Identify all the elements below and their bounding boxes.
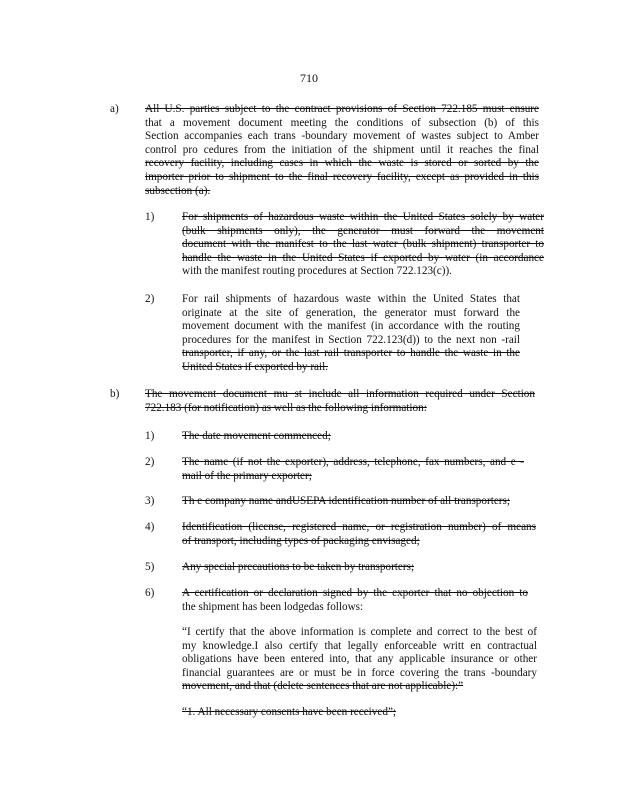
text-line: The movement document mu st include all information required under Section	[145, 388, 535, 400]
item-a2-text	[182, 293, 520, 375]
item-b4-label: 4)	[145, 521, 155, 533]
text-line: with the manifest routing procedures at Section 722.123(c)).	[182, 265, 452, 278]
text-line: Any special precautions to be taken by transporters;	[182, 561, 415, 573]
text-line: control pro cedures from the initiation of the shipment until it reaches the final	[145, 143, 539, 156]
item-a2-label: 2)	[145, 293, 155, 305]
item-b5-label: 5)	[145, 561, 155, 573]
text-line: importer prior to shipment to the final recovery facility, except as provided in this	[145, 170, 539, 183]
text-line: Identification (license, registered name, or registration number) of means	[182, 521, 536, 533]
section-a-text	[145, 103, 539, 198]
text-line: my knowledge.I also certify that legally enforceable writt en contractual	[182, 639, 537, 652]
item-b2-text	[182, 456, 524, 483]
text-line: financial guarantees are or must be in force covering the trans -boundary	[182, 666, 537, 679]
text-line: “1. All necessary consents have been received”;	[182, 706, 397, 718]
text-line: 722.183 (for notification) as well as the following information:	[145, 401, 427, 414]
item-a1-text	[182, 211, 544, 279]
consents-quote	[182, 706, 414, 720]
page-number: 710	[300, 71, 318, 85]
text-line: All U.S. parties subject to the contract provisions of Section 722.185 must ensure	[145, 103, 539, 115]
item-b1-label: 1)	[145, 430, 155, 442]
text-line: originate at the site of generation, the generator must forward the	[182, 306, 520, 319]
section-b-label: b)	[110, 388, 120, 400]
text-line: Section accompanies each trans -boundary movement of wastes subject to Amber	[145, 130, 539, 143]
item-b2-label: 2)	[145, 456, 155, 468]
text-line: procedures for the manifest in Section 722.123(d)) to the next non -rail	[182, 333, 520, 346]
text-line: document with the manifest to the last water (bulk shipment) transporter to	[182, 238, 544, 251]
text-line: “I certify that the above information is complete and correct to the best of	[182, 626, 537, 638]
text-line: United States if exported by rail.	[182, 360, 329, 373]
text-line: The date movement commenced;	[182, 430, 331, 442]
item-b3-label: 3)	[145, 495, 155, 507]
text-line: recovery facility, including cases in which the waste is stored or sorted by the	[145, 157, 539, 170]
text-line: that a movement document meeting the conditions of subsection (b) of this	[145, 116, 539, 129]
item-a1-label: 1)	[145, 211, 155, 223]
text-line: movement document with the manifest (in accordance with the routing	[182, 320, 520, 333]
text-line: A certification or declaration signed by the exporter that no objection to	[182, 587, 528, 599]
text-line: the shipment has been lodgedas follows:	[182, 600, 364, 613]
text-line: For rail shipments of hazardous waste within the United States that	[182, 293, 520, 305]
text-line: (bulk shipments only), the generator must forward the movement	[182, 224, 544, 237]
text-line: obligations have been entered into, that any applicable insurance or other	[182, 653, 537, 666]
item-b6-text	[182, 587, 528, 614]
text-line: of transport, including types of packaging envisaged;	[182, 534, 420, 547]
item-b5-text	[182, 561, 420, 575]
item-b3-text	[182, 495, 539, 509]
text-line: movement, and that (delete sentences that are not applicable):”	[182, 680, 464, 693]
text-line: mail of the primary exporter;	[182, 469, 312, 482]
item-b6-label: 6)	[145, 587, 155, 599]
certification-quote	[182, 626, 537, 694]
text-line: subsection (a).	[145, 184, 211, 197]
section-a-label: a)	[110, 103, 119, 115]
text-line: transporter, if any, or the last rail transporter to handle the waste in the	[182, 347, 520, 360]
text-line: handle the waste in the United States if exported by water (in accordance	[182, 251, 544, 264]
section-b-text	[145, 388, 535, 415]
item-b4-text	[182, 521, 536, 548]
text-line: The name (if not the exporter), address, telephone, fax numbers, and e -	[182, 456, 524, 468]
text-line: For shipments of hazardous waste within the United States solely by water	[182, 211, 544, 223]
text-line: Th e company name andUSEPA identification number of all transporters;	[182, 495, 510, 507]
item-b1-text	[182, 430, 342, 444]
